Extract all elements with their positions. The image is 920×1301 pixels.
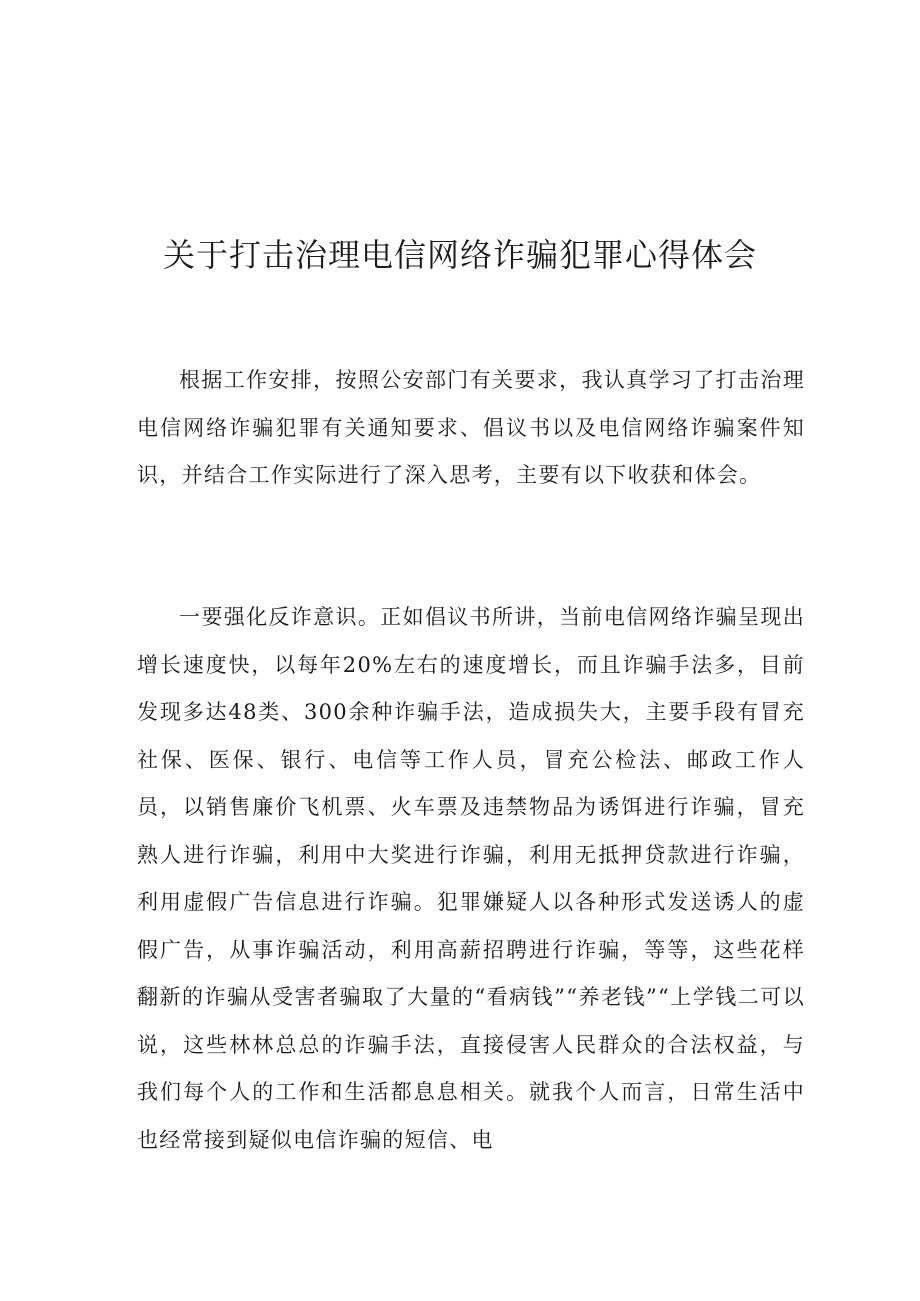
paragraph-intro: 根据工作安排，按照公安部门有关要求，我认真学习了打击治理电信网络诈骗犯罪有关通知要求、倡议书以及电信网络诈骗案件知识，并结合工作实际进行了深入思考，主要有以下收获和体会。 <box>137 368 805 487</box>
document-title: 关于打击治理电信网络诈骗犯罪心得体会 <box>162 236 757 274</box>
paragraph-anti-fraud-awareness: 一要强化反诈意识。正如倡议书所讲，当前电信网络诈骗呈现出增长速度快，以每年20%左右的速度增长，而且诈骗手法多，目前发现多达48类、300余种诈骗手法，造成损失大，主要手段有冒充社保、医保、银行、电信等工作人员，冒充公检法、邮政工作人员，以销售廉价飞机票、火车票及违禁物品为诱饵进行诈骗，冒充熟人进行诈骗，利用中大奖进行诈骗，利用无抵押贷款进行诈骗，利用虚假广告信息进行诈骗。犯罪嫌疑人以各种形式发送诱人的虚假广告，从事诈骗活动，利用高薪招聘进行诈骗，等等，这些花样翻新的诈骗从受害者骗取了大量的“看病钱”“养老钱”“上学钱二可以说，这些林林总总的诈骗手法，直接侵害人民群众的合法权益，与我们每个人的工作和生活都息息相关。就我个人而言，日常生活中也经常接到疑似电信诈骗的短信、电 <box>137 605 805 1152</box>
